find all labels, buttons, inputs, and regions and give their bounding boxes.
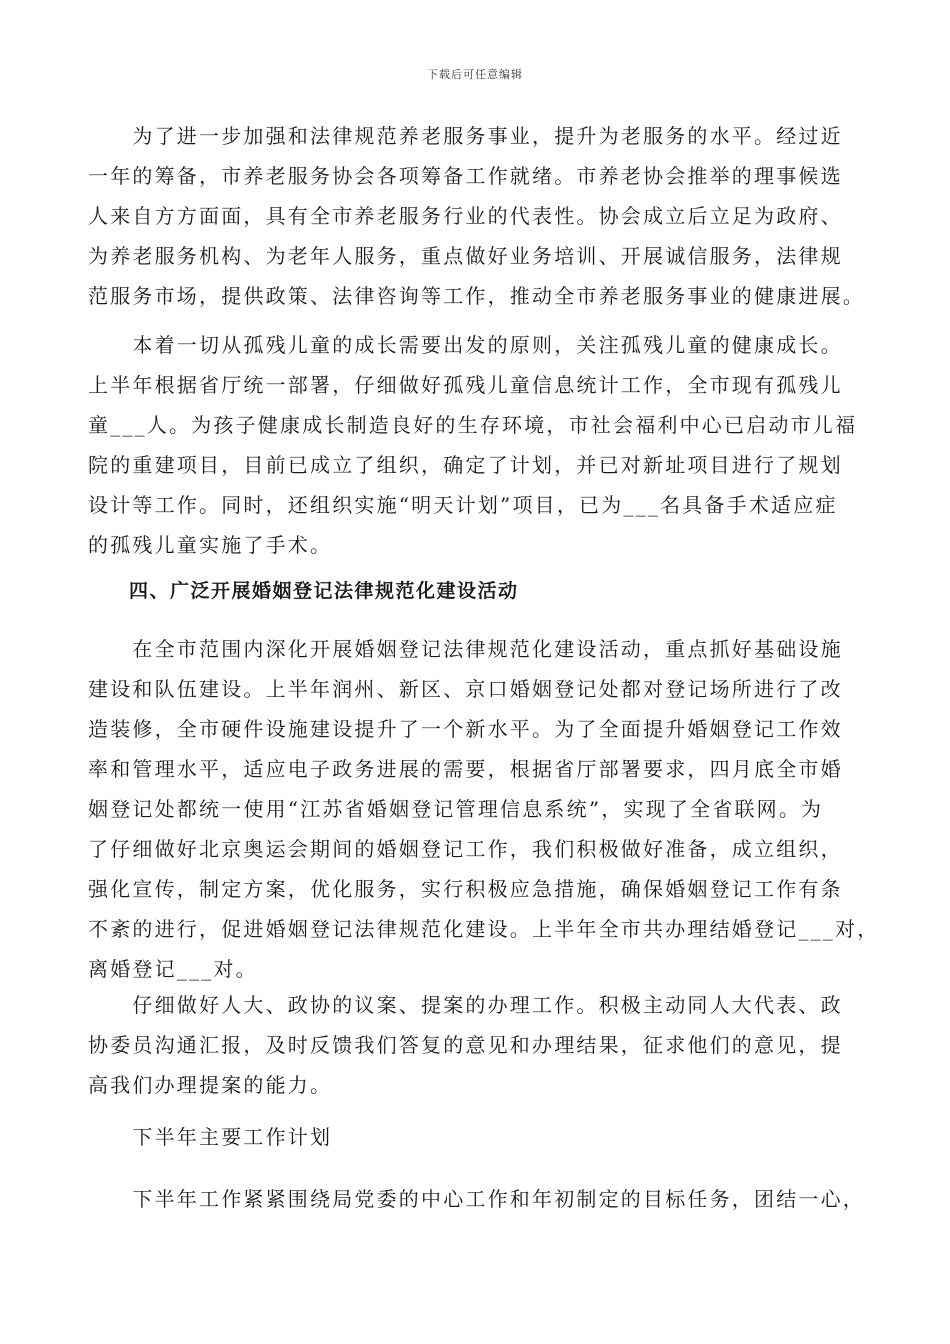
text-line: 上半年根据省厅统一部署，仔细做好孤残儿童信息统计工作，全市现有孤残儿 [88, 373, 843, 397]
text-line: 仔细做好人大、政协的议案、提案的办理工作。积极主动同人大代表、政 [88, 993, 843, 1017]
text-line: 了仔细做好北京奥运会期间的婚姻登记工作，我们积极做好准备，成立组织， [88, 837, 843, 861]
text-line: 一年的筹备，市养老服务协会各项筹备工作就绪。市养老协会推举的理事候选 [88, 164, 843, 188]
text-line: 造装修，全市硬件设施建设提升了一个新水平。为了全面提升婚姻登记工作效 [88, 717, 843, 741]
text-line: 姻登记处都统一使用“江苏省婚姻登记管理信息系统”，实现了全省联网。为 [88, 797, 824, 821]
text-line: 率和管理水平，适应电子政务进展的需要，根据省厅部署要求，四月底全市婚 [88, 757, 843, 781]
paragraph-proposals [88, 985, 868, 1105]
paragraph-plan-title [88, 1117, 868, 1157]
text-line: 本着一切从孤残儿童的成长需要出发的原则，关注孤残儿童的健康成长。 [88, 333, 843, 357]
paragraph-elderly-services [88, 116, 868, 316]
text-line: 在全市范围内深化开展婚姻登记法律规范化建设活动，重点抓好基础设施 [88, 637, 843, 661]
text-line: 协委员沟通汇报，及时反馈我们答复的意见和办理结果，征求他们的意见，提 [88, 1033, 843, 1057]
text-line: 的孤残儿童实施了手术。 [88, 533, 333, 557]
text-line: 建设和队伍建设。上半年润州、新区、京口婚姻登记处都对登记场所进行了改 [88, 677, 843, 701]
text-line: 高我们办理提案的能力。 [88, 1073, 333, 1097]
text-line: 为养老服务机构、为老年人服务，重点做好业务培训、开展诚信服务，法律规 [88, 244, 843, 268]
text-line: 院的重建项目，目前已成立了组织，确定了计划，并已对新址项目进行了规划 [88, 453, 843, 477]
text-line: 不紊的进行，促进婚姻登记法律规范化建设。上半年全市共办理结婚登记___对， [88, 917, 880, 941]
text-line: 童___人。为孩子健康成长制造良好的生存环境，市社会福利中心已启动市儿福 [88, 413, 858, 437]
text-line: 离婚登记___对。 [88, 957, 258, 981]
text-line: 为了进一步加强和法律规范养老服务事业，提升为老服务的水平。经过近 [88, 124, 843, 148]
text-line: 人来自方方面面，具有全市养老服务行业的代表性。协会成立后立足为政府、 [88, 204, 843, 228]
paragraph-marriage-registration [88, 629, 880, 989]
text-line: 强化宣传，制定方案，优化服务，实行积极应急措施，确保婚姻登记工作有条 [88, 877, 843, 901]
text-line: 设计等工作。同时，还组织实施“明天计划”项目，已为___名具备手术适应症 [88, 493, 838, 517]
paragraph-orphan-children [88, 325, 868, 565]
text-line: 范服务市场，提供政策、法律咨询等工作，推动全市养老服务事业的健康进展。 [88, 284, 865, 308]
text-line: 下半年主要工作计划 [88, 1125, 333, 1149]
paragraph-plan-body [88, 1179, 868, 1219]
section-heading: 四、广泛开展婚姻登记法律规范化建设活动 [88, 580, 519, 602]
page-header: 下载后可任意编辑 [427, 68, 523, 81]
section-heading-block [88, 571, 868, 611]
text-line: 下半年工作紧紧围绕局党委的中心工作和年初制定的目标任务，团结一心， [88, 1187, 865, 1211]
